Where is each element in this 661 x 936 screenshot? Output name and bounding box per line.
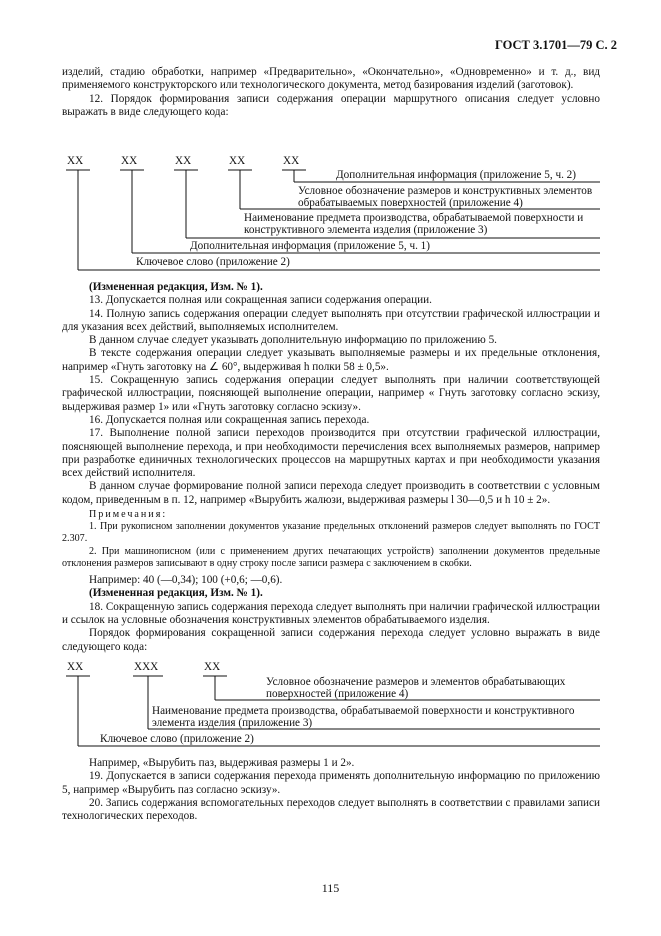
- code-xx-2: XX: [121, 155, 138, 167]
- label2-product-name: Наименование предмета производства, обрабатываемой поверхности и конструктивного: [152, 705, 575, 717]
- label-product-name: Наименование предмета производства, обрабатываемой поверхности и: [244, 212, 584, 224]
- code-xx-4: XX: [229, 155, 246, 167]
- code2-xx-1: XX: [67, 661, 84, 673]
- paragraph-18a: Порядок формирования сокращенной записи содержания перехода следует условно выражать в виде следующего кода:: [62, 627, 600, 653]
- label2-dimension-symbols: Условное обозначение размеров и элементов обрабатывающих: [266, 676, 566, 688]
- label-keyword: Ключевое слово (приложение 2): [136, 256, 290, 268]
- paragraph-20: 20. Запись содержания вспомогательных переходов следует выполнять в соответствии с правилами записи технологических переходов.: [62, 796, 600, 823]
- label2-dimension-symbols-2: поверхностей (приложение 4): [266, 688, 409, 700]
- paragraph-14: 14. Полную запись содержания операции следует выполнять при отсутствии графической иллюстрации и для указания всех действий, выполняемых исполнителем.: [62, 307, 600, 333]
- paragraph-14a: В данном случае следует указывать дополнительную информацию по приложению 5.: [89, 334, 497, 347]
- label-additional-info-2: Дополнительная информация (приложение 5, ч. 2): [336, 169, 576, 181]
- running-header: ГОСТ 3.1701—79 С. 2: [494, 38, 617, 52]
- paragraph-14b: В тексте содержания операции следует указывать выполняемые размеры и их предельные отклонения, например «Гнуть заготовку на ∠ 60°, выдерживая h полки 58 ± 0,5».: [62, 347, 600, 373]
- paragraph-17a: В данном случае формирование полной записи перехода следует производить в соответствии с условным кодом, приведенным в п. 12, например «Вырубить жалюзи, выдерживая размеры l 30—0,5 и h 10 ± 2».: [62, 480, 600, 506]
- notes-title: Примечания:: [89, 509, 168, 521]
- example-slot: Например, «Вырубить паз, выдерживая размеры 1 и 2».: [89, 757, 355, 769]
- note-2: 2. При машинописном (или с применением других печатающих устройств) заполнении документов предельные отклонения размеров записывают в одну строку после записи размера с заключением в скобки.: [62, 545, 600, 569]
- label-dimension-symbols-2: обрабатываемых поверхностей (приложение 4): [298, 197, 523, 209]
- label2-keyword: Ключевое слово (приложение 2): [100, 733, 254, 745]
- label2-product-name-2: элемента изделия (приложение 3): [152, 717, 313, 729]
- page-number: 115: [321, 881, 340, 895]
- note-1: 1. При рукописном заполнении документов указание предельных отклонений размеров следует выполнять по ГОСТ 2.307.: [62, 521, 600, 545]
- label-dimension-symbols: Условное обозначение размеров и конструктивных элементов: [298, 185, 593, 197]
- code-xx-1: XX: [67, 155, 84, 167]
- paragraph-continuation: изделий, стадию обработки, например «Предварительно», «Окончательно», «Одновременно» и т. д., вид применяемого конструкторского или технологического документа, метод базирования изделий (заготовок).: [62, 66, 600, 92]
- example-deviations: Например: 40 (—0,34); 100 (+0,6; —0,6).: [89, 574, 283, 587]
- code2-xxx: XXX: [134, 661, 159, 673]
- paragraph-15: 15. Сокращенную запись содержания операции следует выполнять при наличии соответствующей графической иллюстрации, поясняющей выполнение операции, например « Гнуть заготовку согласно эскизу, выдерживая размер 1» или «Гнуть заготовку согласно эскизу».: [62, 374, 600, 413]
- label-additional-info-1: Дополнительная информация (приложение 5, ч. 1): [190, 240, 430, 252]
- edit-note-1: (Измененная редакция, Изм. № 1).: [89, 281, 263, 293]
- paragraph-17: 17. Выполнение полной записи переходов производится при отсутствии графической иллюстрации, поясняющей выполнение перехода, и при необходимости перечисления всех выполняемых размеров, например при разработке единичных технологических процессов на маршрутных картах и при необходимости указания всех действий исполнителя.: [62, 427, 600, 480]
- code2-xx-2: XX: [204, 661, 221, 673]
- paragraph-12: 12. Порядок формирования записи содержания операции маршрутного описания следует условно выражать в виде следующего кода:: [62, 92, 600, 118]
- code-xx-5: XX: [283, 155, 300, 167]
- paragraph-19: 19. Допускается в записи содержания перехода применять дополнительную информацию по приложению 5, например «Вырубить паз согласно эскизу».: [62, 770, 600, 796]
- closing-block: [62, 757, 600, 823]
- paragraph-18: 18. Сокращенную запись содержания перехода следует выполнять при наличии графической иллюстрации и ссылок на условные обозначения конструктивных элементов обрабатываемого изделия.: [62, 600, 600, 626]
- paragraph-13: 13. Допускается полная или сокращенная записи содержания операции.: [89, 294, 432, 307]
- label-product-name-2: конструктивного элемента изделия (приложение 3): [244, 224, 488, 236]
- code-xx-3: XX: [175, 155, 192, 167]
- edit-note-2: (Измененная редакция, Изм. № 1).: [89, 587, 263, 600]
- paragraph-16: 16. Допускается полная или сокращенная запись перехода.: [89, 413, 370, 426]
